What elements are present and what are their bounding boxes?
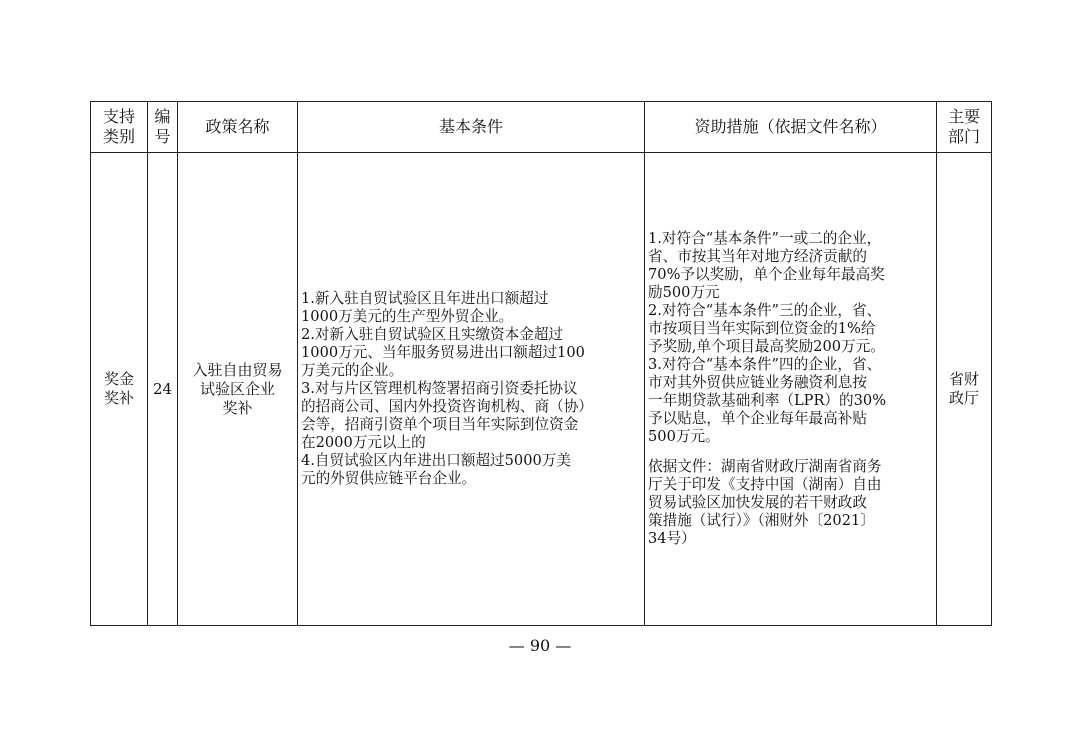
condition-line: 1000万元、当年服务贸易进出口额超过100	[301, 344, 585, 361]
condition-line: 1.新入驻自贸试验区且年进出口额超过	[301, 290, 549, 307]
header-number	[148, 102, 178, 153]
condition-line: 在2000万元以上的	[301, 434, 426, 451]
condition-line: 的招商公司、国内外投资咨询机构、商（协）	[301, 398, 593, 415]
basis-document-line: 34号）	[648, 530, 696, 547]
cell-basic-conditions	[298, 153, 645, 626]
condition-line: 会等，招商引资单个项目当年实际到位资金	[301, 416, 579, 433]
department-line: 省财	[948, 370, 979, 388]
header-support-measures: 资助措施（依据文件名称）	[645, 102, 937, 153]
paragraph-gap	[648, 446, 933, 458]
condition-line: 1000万美元的生产型外贸企业。	[301, 308, 514, 325]
measure-line: 省、市按其当年对地方经济贡献的	[648, 248, 867, 265]
policy-name-line: 试验区企业	[199, 379, 275, 398]
header-policy-name: 政策名称	[178, 102, 298, 153]
table-header-row	[91, 102, 992, 153]
condition-line: 2.对新入驻自贸试验区且实缴资本金超过	[301, 326, 564, 343]
header-category	[91, 102, 148, 153]
header-department-line: 部门	[947, 127, 980, 146]
measure-line: 予以贴息，单个企业每年最高补贴	[648, 410, 867, 427]
measure-line: 予奖励,单个项目最高奖励200万元。	[648, 338, 885, 355]
table-row	[91, 153, 992, 626]
condition-line: 元的外贸供应链平台企业。	[301, 470, 477, 487]
header-category-line: 支持	[102, 107, 135, 126]
policy-table	[90, 101, 992, 626]
measure-line: 1.对符合“基本条件”一或二的企业，	[648, 230, 882, 247]
header-number-line: 号	[154, 127, 171, 146]
measure-line: 一年期贷款基础利率（LPR）的30%	[648, 392, 887, 409]
measure-line: 70%予以奖励，单个企业每年最高奖	[648, 266, 885, 283]
cell-support-measures	[645, 153, 937, 626]
category-line: 奖金	[103, 370, 134, 388]
policy-name-line: 奖补	[222, 398, 253, 417]
condition-line: 万美元的企业。	[301, 362, 404, 379]
basis-document-line: 厅关于印发《支持中国（湖南）自由	[648, 476, 882, 493]
measure-line: 500万元。	[648, 428, 720, 445]
basis-document-line: 依据文件：湖南省财政厅湖南省商务	[648, 458, 882, 475]
policy-name-line: 入驻自由贸易	[192, 360, 283, 379]
cell-number: 24	[148, 153, 178, 626]
header-department	[937, 102, 992, 153]
department-line: 政厅	[948, 389, 979, 407]
header-department-line: 主要	[947, 107, 980, 126]
cell-category	[91, 153, 148, 626]
measure-line: 励500万元	[648, 284, 720, 301]
category-line: 奖补	[103, 389, 134, 407]
cell-department	[937, 153, 992, 626]
cell-policy-name	[178, 153, 298, 626]
measure-line: 市按项目当年实际到位资金的1%给	[648, 320, 876, 337]
measure-line: 市对其外贸供应链业务融资利息按	[648, 374, 867, 391]
header-basic-conditions: 基本条件	[298, 102, 645, 153]
basis-document-line: 贸易试验区加快发展的若干财政政	[648, 494, 867, 511]
header-category-line: 类别	[102, 127, 135, 146]
condition-line: 3.对与片区管理机构签署招商引资委托协议	[301, 380, 578, 397]
header-number-line: 编	[154, 107, 171, 126]
measure-line: 3.对符合“基本条件”四的企业，省、	[648, 356, 882, 373]
condition-line: 4.自贸试验区内年进出口额超过5000万美	[301, 452, 571, 469]
page-number: — 90 —	[508, 636, 572, 655]
basis-document-line: 策措施（试行）》（湘财外〔2021〕	[648, 512, 875, 529]
measure-line: 2.对符合“基本条件”三的企业，省、	[648, 302, 882, 319]
